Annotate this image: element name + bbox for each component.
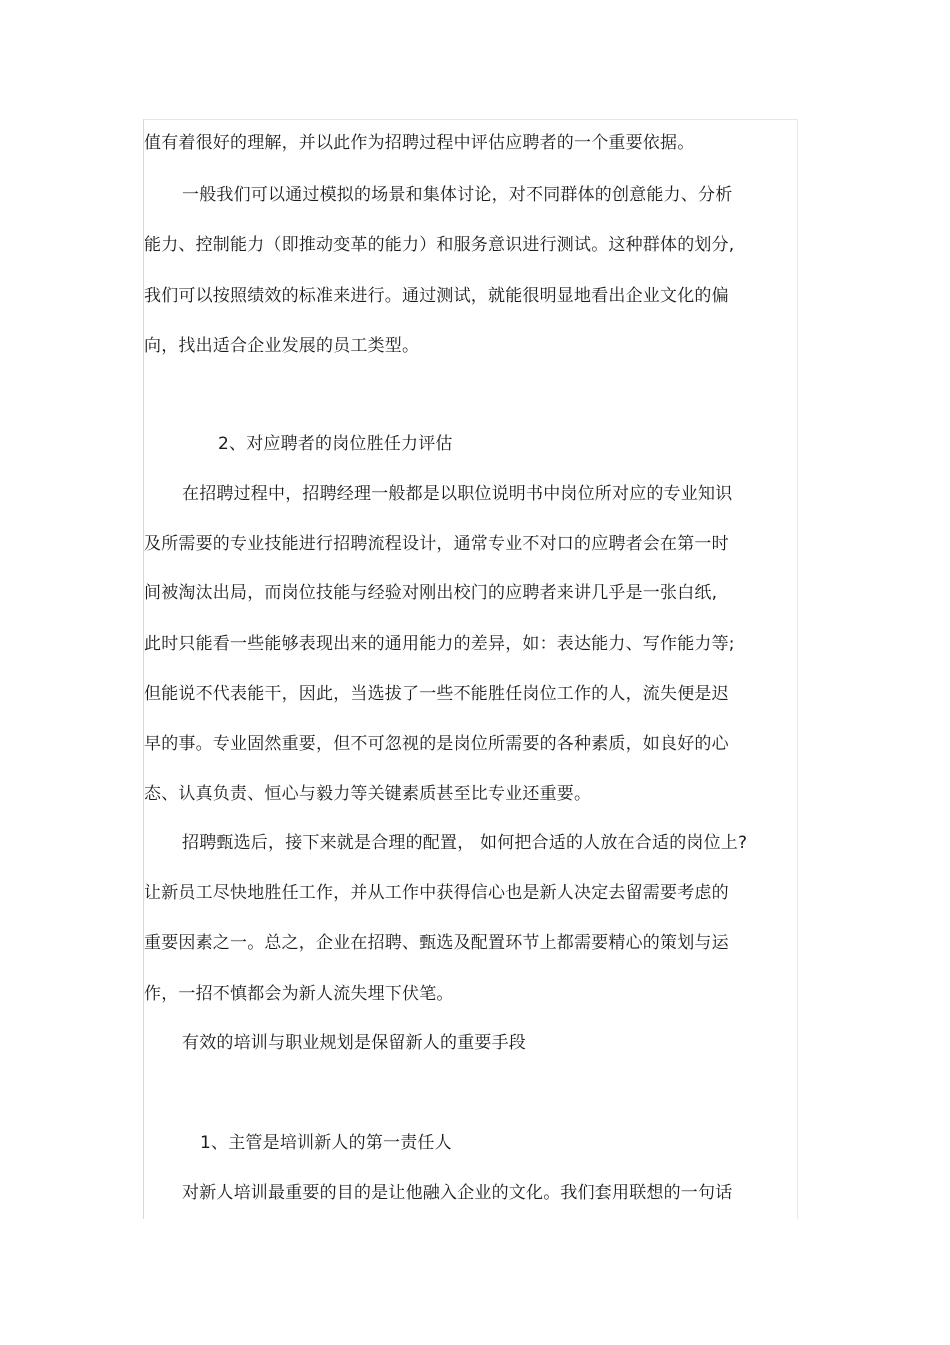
paragraph-line: 重要因素之一。总之，企业在招聘、甄选及配置环节上都需要精心的策划与运	[144, 933, 729, 953]
paragraph-line: 一般我们可以通过模拟的场景和集体讨论，对不同群体的创意能力、分析	[182, 185, 733, 205]
paragraph-line: 对新人培训最重要的目的是让他融入企业的文化。我们套用联想的一句话	[182, 1183, 733, 1203]
paragraph-line: 态、认真负责、恒心与毅力等关键素质甚至比专业还重要。	[144, 784, 592, 804]
paragraph-line: 我们可以按照绩效的标准来进行。通过测试，就能很明显地看出企业文化的偏	[144, 286, 729, 306]
paragraph-line: 但能说不代表能干，因此，当选拔了一些不能胜任岗位工作的人，流失便是迟	[144, 684, 729, 704]
section-heading: 1、主管是培训新人的第一责任人	[200, 1133, 452, 1153]
paragraph-line: 早的事。专业固然重要，但不可忽视的是岗位所需要的各种素质，如良好的心	[144, 734, 729, 754]
paragraph-line: 间被淘汰出局，而岗位技能与经验对刚出校门的应聘者来讲几乎是一张白纸,	[144, 583, 718, 603]
paragraph-line: 及所需要的专业技能进行招聘流程设计，通常专业不对口的应聘者会在第一时	[144, 534, 729, 554]
paragraph-line: 作，一招不慎都会为新人流失埋下伏笔。	[144, 984, 454, 1004]
paragraph-line: 让新员工尽快地胜任工作，并从工作中获得信心也是新人决定去留需要考虑的	[144, 883, 729, 903]
paragraph-line: 值有着很好的理解，并以此作为招聘过程中评估应聘者的一个重要依据。	[144, 133, 695, 153]
section-title: 有效的培训与职业规划是保留新人的重要手段	[182, 1033, 526, 1053]
paragraph-line: 向，找出适合企业发展的员工类型。	[144, 336, 420, 356]
paragraph-line: 此时只能看一些能够表现出来的通用能力的差异，如：表达能力、写作能力等;	[144, 634, 735, 654]
paragraph-line: 招聘甄选后，接下来就是合理的配置， 如何把合适的人放在合适的岗位上?	[182, 833, 748, 853]
paragraph-line: 能力、控制能力（即推动变革的能力）和服务意识进行测试。这种群体的划分,	[144, 235, 735, 255]
section-heading: 2、对应聘者的岗位胜任力评估	[218, 434, 453, 454]
paragraph-line: 在招聘过程中，招聘经理一般都是以职位说明书中岗位所对应的专业知识	[182, 484, 733, 504]
